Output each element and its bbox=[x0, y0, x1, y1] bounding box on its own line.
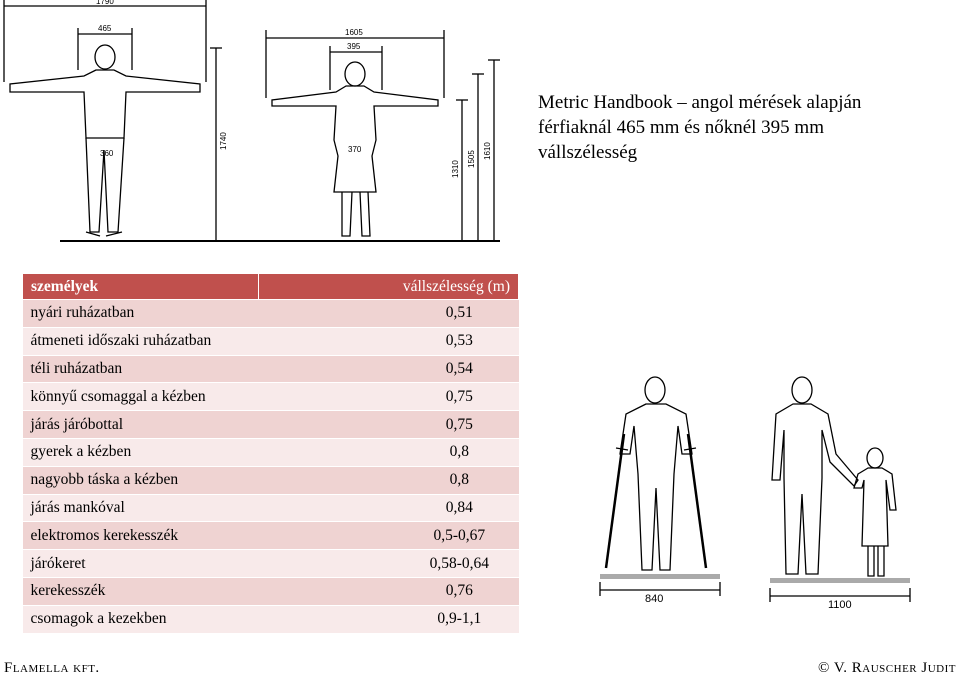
table-header-row bbox=[23, 274, 519, 300]
dim-label: 1610 bbox=[483, 142, 492, 160]
table-cell: csomagok a kezekben bbox=[23, 605, 259, 633]
table-row bbox=[23, 466, 519, 494]
column-header-persons: személyek bbox=[23, 274, 259, 300]
table-cell: járókeret bbox=[23, 550, 259, 578]
dim-label: 465 bbox=[98, 24, 112, 33]
table-row bbox=[23, 355, 519, 383]
table-row bbox=[23, 327, 519, 355]
table-cell: 0,54 bbox=[258, 355, 518, 383]
table-cell: 0,9-1,1 bbox=[258, 605, 518, 633]
table-cell: 0,76 bbox=[258, 577, 518, 605]
table-cell: 0,75 bbox=[258, 383, 518, 411]
table-row bbox=[23, 438, 519, 466]
table-cell: 0,75 bbox=[258, 411, 518, 439]
dim-label: 1100 bbox=[828, 599, 852, 610]
dim-label: 1505 bbox=[467, 150, 476, 168]
table-row bbox=[23, 383, 519, 411]
table-row bbox=[23, 577, 519, 605]
table-cell: 0,8 bbox=[258, 438, 518, 466]
dim-label: 1740 bbox=[219, 132, 228, 150]
dim-label: 1790 bbox=[96, 0, 114, 6]
table-row bbox=[23, 550, 519, 578]
dim-label: 360 bbox=[100, 149, 114, 158]
table-cell: nyári ruházatban bbox=[23, 300, 259, 328]
shoulder-width-table bbox=[22, 273, 519, 634]
column-header-width: vállszélesség (m) bbox=[258, 274, 518, 300]
table-cell: téli ruházatban bbox=[23, 355, 259, 383]
caption-line: férfiaknál 465 mm és nőknél 395 mm bbox=[538, 117, 824, 138]
table-cell: elektromos kerekesszék bbox=[23, 522, 259, 550]
table-row bbox=[23, 522, 519, 550]
dim-label: 395 bbox=[347, 42, 361, 51]
table-cell: kerekesszék bbox=[23, 577, 259, 605]
figure-crutches-and-child bbox=[590, 370, 960, 610]
table-cell: gyerek a kézben bbox=[23, 438, 259, 466]
table-cell: 0,51 bbox=[258, 300, 518, 328]
caption-text bbox=[538, 90, 943, 165]
table-cell: könnyű csomaggal a kézben bbox=[23, 383, 259, 411]
dim-label: 1605 bbox=[345, 28, 363, 37]
table-cell: 0,8 bbox=[258, 466, 518, 494]
table-row bbox=[23, 411, 519, 439]
dim-label: 370 bbox=[348, 145, 362, 154]
table-cell: átmeneti időszaki ruházatban bbox=[23, 327, 259, 355]
table-cell: járás járóbottal bbox=[23, 411, 259, 439]
table-row bbox=[23, 605, 519, 633]
table-row bbox=[23, 494, 519, 522]
table-row bbox=[23, 300, 519, 328]
caption-line: Metric Handbook – angol mérések alapján bbox=[538, 92, 862, 113]
footer-copyright: © V. Rauscher Judit bbox=[818, 660, 956, 676]
figure-shoulder-width-man-woman bbox=[0, 0, 510, 250]
table-cell: nagyobb táska a kézben bbox=[23, 466, 259, 494]
table-cell: 0,58-0,64 bbox=[258, 550, 518, 578]
dim-label: 1310 bbox=[451, 160, 460, 178]
footer-company: Flamella kft. bbox=[4, 660, 100, 676]
table-cell: 0,84 bbox=[258, 494, 518, 522]
table-cell: 0,53 bbox=[258, 327, 518, 355]
dim-label: 840 bbox=[645, 593, 664, 605]
table-cell: 0,5-0,67 bbox=[258, 522, 518, 550]
caption-line: vállszélesség bbox=[538, 142, 638, 163]
table-cell: járás mankóval bbox=[23, 494, 259, 522]
